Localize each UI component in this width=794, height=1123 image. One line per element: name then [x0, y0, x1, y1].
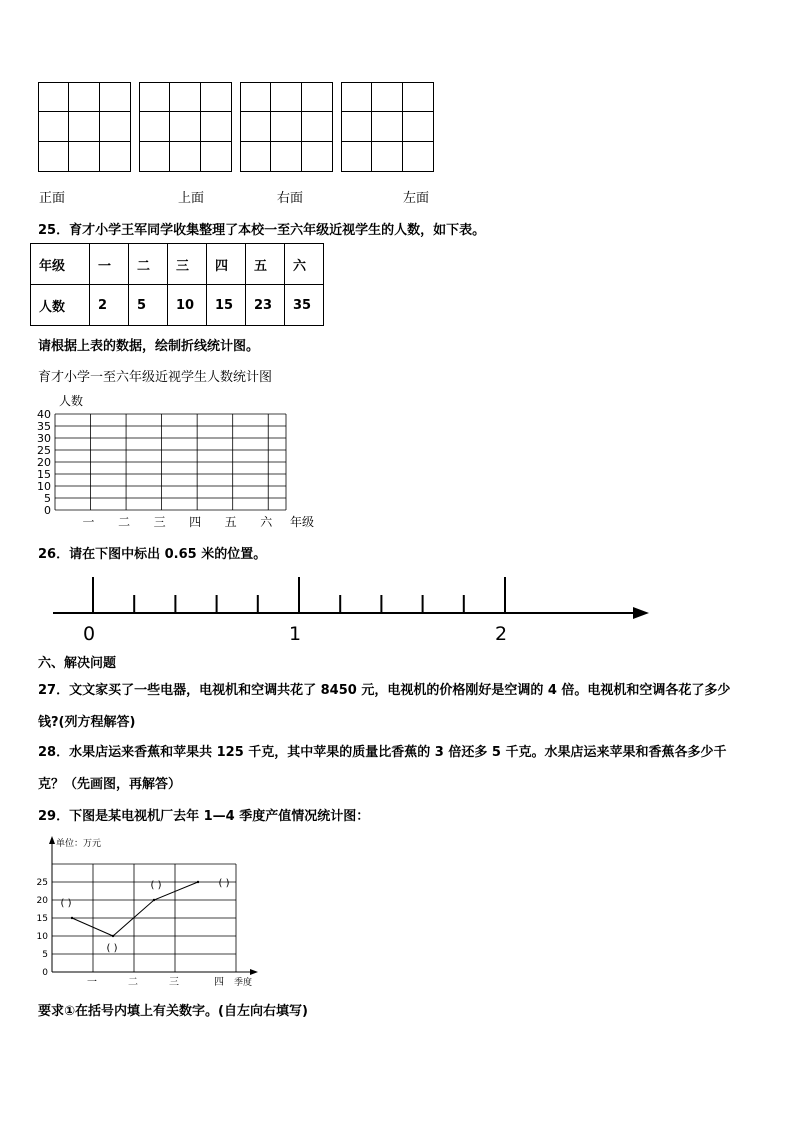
y-tick-label: 20	[36, 896, 48, 906]
y-axis-label: 单位：万元	[56, 839, 102, 849]
number-line	[45, 570, 665, 645]
y-tick-label: 25	[37, 444, 51, 457]
number-line-label: 1	[288, 623, 302, 645]
x-tick-label: 二	[118, 515, 131, 529]
q26-question: 26．请在下图中标出 0.65 米的位置。	[38, 547, 267, 562]
view-grid-top	[139, 82, 232, 172]
series-line	[72, 882, 198, 936]
data-label: ( )	[218, 878, 230, 889]
number-line-label: 2	[494, 623, 508, 645]
x-tick-label: 三	[169, 977, 179, 988]
y-tick-label: 10	[37, 480, 51, 493]
table-cell: 二	[129, 244, 168, 285]
y-tick-label: 10	[36, 932, 48, 942]
table-cell: 10	[168, 285, 207, 326]
q25-question: 25．育才小学王军同学收集整理了本校一至六年级近视学生的人数，如下表。	[38, 223, 486, 238]
data-label: ( )	[150, 880, 162, 891]
q27-line1: 27．文文家买了一些电器，电视机和空调共花了 8450 元，电视机的价格刚好是空调的 4 倍。电视机和空调各花了多少	[38, 683, 731, 698]
y-axis-arrow	[49, 836, 55, 844]
y-tick-label: 20	[37, 456, 51, 469]
x-tick-label: 三	[153, 515, 166, 529]
view-label-right: 右面	[277, 191, 304, 206]
number-line-label: 0	[82, 623, 96, 645]
arrow-head	[633, 607, 649, 619]
chart2-plot	[37, 836, 258, 988]
view-label-front: 正面	[39, 191, 66, 206]
y-tick-label: 25	[36, 878, 48, 888]
table-cell: 35	[285, 285, 324, 326]
table-row	[31, 285, 324, 326]
x-tick-label: 一	[82, 515, 95, 529]
table-cell: 15	[207, 285, 246, 326]
y-tick-label: 40	[37, 408, 51, 421]
q29-requirement: 要求①在括号内填上有关数字。(自左向右填写)	[38, 1004, 308, 1019]
x-tick-label: 二	[128, 977, 138, 988]
table-row	[31, 244, 324, 285]
x-axis-label: 季度	[234, 978, 253, 988]
data-label: ( )	[60, 898, 72, 909]
y-tick-label: 0	[42, 968, 48, 978]
y-axis-label: 人数	[59, 394, 84, 408]
view-label-top: 上面	[178, 191, 205, 206]
table-cell: 三	[168, 244, 207, 285]
x-axis-label: 年级	[290, 515, 315, 529]
table-cell: 一	[90, 244, 129, 285]
table-cell: 人数	[31, 285, 90, 326]
view-label-left: 左面	[403, 191, 430, 206]
y-tick-label: 5	[42, 950, 48, 960]
view-grid-left	[341, 82, 434, 172]
x-tick-label: 六	[260, 515, 273, 529]
q25-table	[30, 243, 324, 326]
chart1-title: 育才小学一至六年级近视学生人数统计图	[38, 370, 273, 385]
data-point	[71, 917, 73, 919]
x-tick-label: 四	[189, 515, 202, 529]
q27-line2: 钱?(列方程解答)	[38, 715, 136, 730]
q28-line1: 28．水果店运来香蕉和苹果共 125 千克，其中苹果的质量比香蕉的 3 倍还多 5 千克。水果店运来苹果和香蕉各多少千	[38, 745, 727, 760]
number-line-plot	[53, 577, 649, 645]
view-grid-right	[240, 82, 333, 172]
data-label: ( )	[106, 943, 118, 954]
data-point	[197, 881, 199, 883]
data-point	[153, 899, 155, 901]
table-cell: 六	[285, 244, 324, 285]
data-point	[112, 935, 114, 937]
table-cell: 2	[90, 285, 129, 326]
table-cell: 23	[246, 285, 285, 326]
chart1-plot	[37, 393, 314, 529]
y-tick-label: 15	[36, 914, 48, 924]
table-cell: 五	[246, 244, 285, 285]
x-tick-label: 一	[87, 977, 97, 988]
x-tick-label: 五	[224, 515, 237, 529]
table-cell: 年级	[31, 244, 90, 285]
q29-question: 29．下图是某电视机厂去年 1—4 季度产值情况统计图：	[38, 809, 370, 824]
y-tick-label: 5	[44, 492, 51, 505]
chart1	[30, 392, 320, 532]
y-tick-label: 30	[37, 432, 51, 445]
view-grid-front	[38, 82, 131, 172]
x-tick-label: 四	[214, 977, 224, 988]
q28-line2: 克？（先画图，再解答）	[38, 777, 182, 792]
y-tick-label: 35	[37, 420, 51, 433]
y-tick-label: 0	[44, 504, 51, 517]
table-cell: 四	[207, 244, 246, 285]
section6-title: 六、解决问题	[38, 656, 117, 671]
y-tick-label: 15	[37, 468, 51, 481]
x-axis-arrow	[250, 969, 258, 975]
q25-instruction: 请根据上表的数据，绘制折线统计图。	[38, 339, 260, 354]
table-cell: 5	[129, 285, 168, 326]
chart2	[30, 832, 270, 994]
